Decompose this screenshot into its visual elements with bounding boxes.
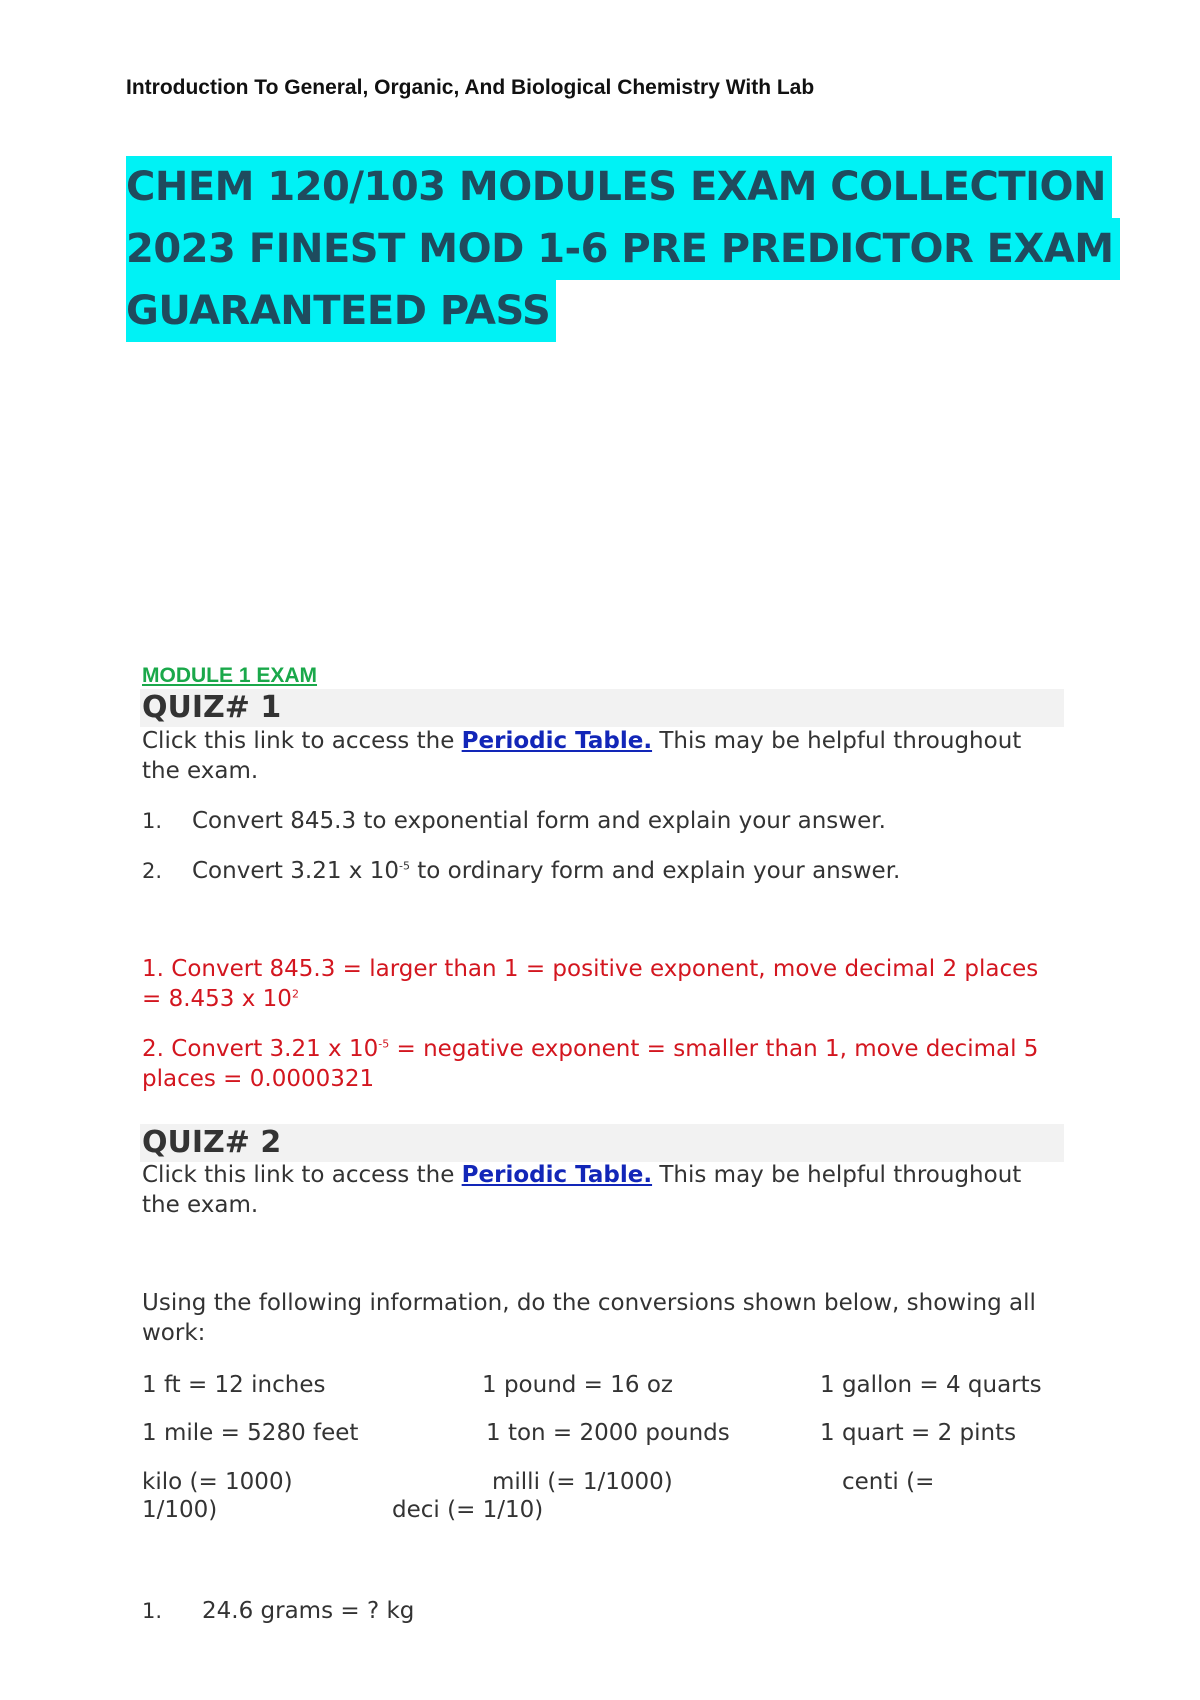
title-line-2: 2023 FINEST MOD 1-6 PRE PREDICTOR EXAM <box>126 218 1120 280</box>
exponent: 2 <box>291 987 299 1001</box>
prefix-deci: deci (= 1/10) <box>392 1497 544 1523</box>
answer-text-line-2: = 8.453 x 10 <box>142 986 292 1012</box>
question-number: 1. <box>142 809 163 833</box>
conversion-quart-pints: 1 quart = 2 pints <box>820 1420 1017 1446</box>
prefix-centi-value: 1/100) <box>142 1497 218 1523</box>
quiz-2-intro <box>142 1160 1021 1220</box>
quiz-1-intro <box>142 726 1021 786</box>
answer-text: Convert 3.21 x 10 <box>171 1036 379 1062</box>
title-line-3: GUARANTEED PASS <box>126 280 556 342</box>
exponent: -5 <box>378 1037 390 1051</box>
quiz-1-question-2 <box>142 856 900 886</box>
question-number: 2. <box>142 859 163 883</box>
answer-number: 1. <box>142 956 164 982</box>
conversion-ft-inches: 1 ft = 12 inches <box>142 1372 326 1398</box>
prefix-milli: milli (= 1/1000) <box>492 1469 673 1495</box>
conversion-gallon-quarts: 1 gallon = 4 quarts <box>820 1372 1042 1398</box>
question-text: Convert 3.21 x 10 <box>192 858 399 884</box>
course-header: Introduction To General, Organic, And Biological Chemistry With Lab <box>126 76 815 99</box>
quiz-2-intro-text: Click this link to access the <box>142 1162 462 1188</box>
conversion-mile-feet: 1 mile = 5280 feet <box>142 1420 359 1446</box>
answer-text-cont: = negative exponent = smaller than 1, move decimal 5 <box>389 1036 1039 1062</box>
question-text-end: to ordinary form and explain your answer. <box>409 858 901 884</box>
quiz-1-question-1 <box>142 806 886 836</box>
module-1-exam-link[interactable]: MODULE 1 EXAM <box>142 664 318 687</box>
quiz-2-question-1 <box>142 1596 414 1626</box>
instructions-line-1: Using the following information, do the conversions shown below, showing all <box>142 1290 1036 1316</box>
periodic-table-link-1[interactable]: Periodic Table. <box>461 728 653 754</box>
question-text: Convert 845.3 to exponential form and explain your answer. <box>192 808 886 834</box>
exponent: -5 <box>398 859 410 873</box>
quiz-2-intro-line-2: the exam. <box>142 1192 259 1218</box>
answer-text: Convert 845.3 = larger than 1 = positive exponent, move decimal 2 places <box>171 956 1039 982</box>
quiz-2-intro-text-end: This may be helpful throughout <box>652 1162 1022 1188</box>
conversion-ton-pounds: 1 ton = 2000 pounds <box>486 1420 730 1446</box>
quiz-1-answer-1 <box>142 954 1038 1014</box>
quiz-1-intro-text-end: This may be helpful throughout <box>652 728 1022 754</box>
title-line-1: CHEM 120/103 MODULES EXAM COLLECTION <box>126 156 1112 218</box>
prefix-centi: centi (= <box>842 1469 935 1495</box>
quiz-1-answer-2 <box>142 1034 1038 1094</box>
question-number: 1. <box>142 1599 163 1623</box>
instructions-line-2: work: <box>142 1320 206 1346</box>
conversion-pound-oz: 1 pound = 16 oz <box>482 1372 673 1398</box>
answer-number: 2. <box>142 1036 164 1062</box>
quiz-1-intro-line-2: the exam. <box>142 758 259 784</box>
document-title <box>126 156 1120 342</box>
question-text: 24.6 grams = ? kg <box>202 1598 415 1624</box>
answer-text-line-2: places = 0.0000321 <box>142 1066 375 1092</box>
periodic-table-link-2[interactable]: Periodic Table. <box>461 1162 653 1188</box>
prefix-kilo: kilo (= 1000) <box>142 1469 293 1495</box>
quiz-1-title: QUIZ# 1 <box>142 690 282 725</box>
quiz-2-instructions <box>142 1288 1036 1348</box>
quiz-2-title: QUIZ# 2 <box>142 1125 282 1160</box>
quiz-1-intro-text: Click this link to access the <box>142 728 462 754</box>
